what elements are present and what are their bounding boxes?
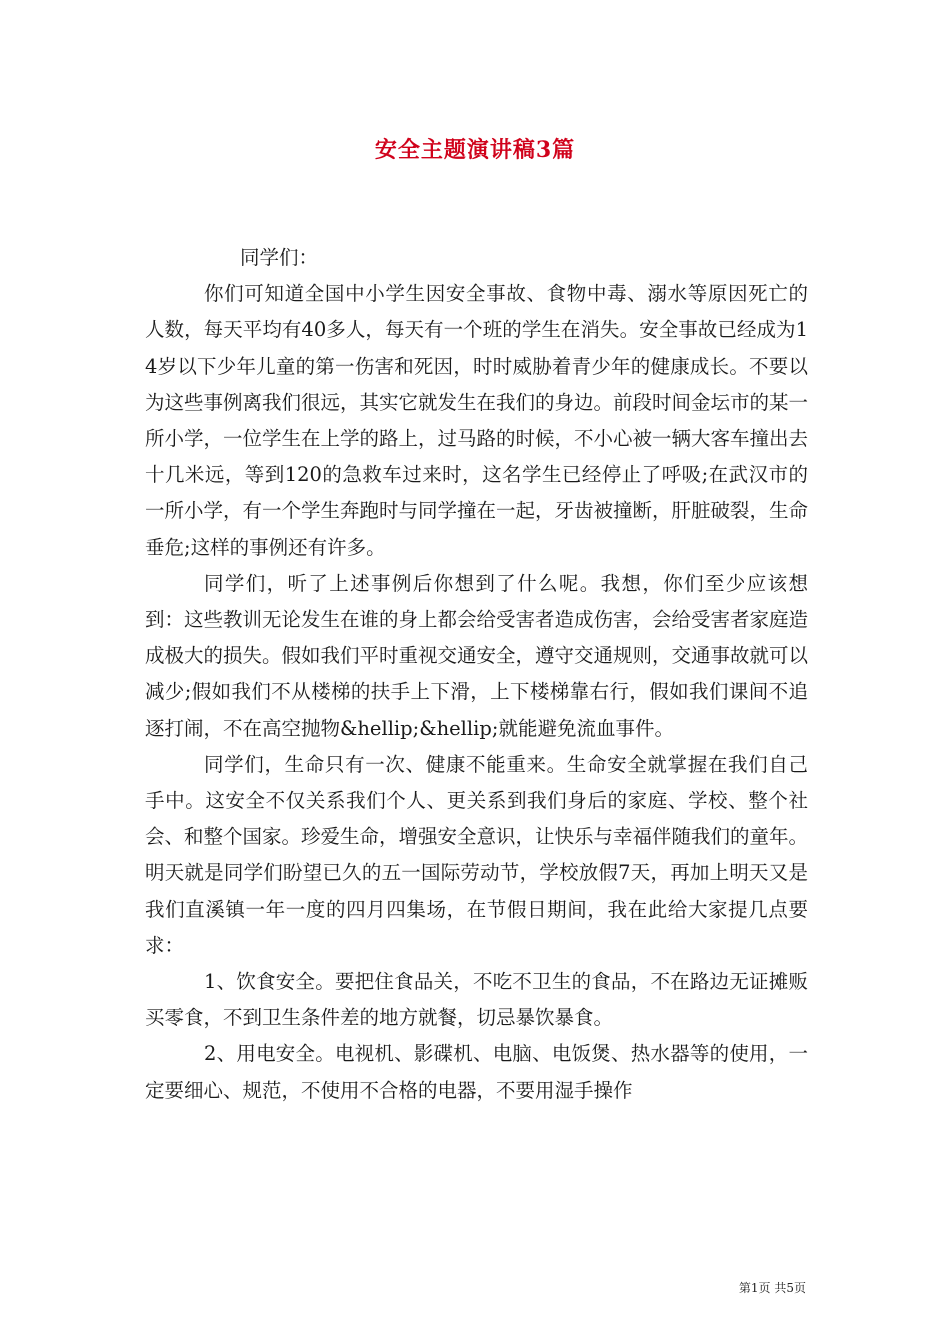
page-number: 第1页 共5页 (738, 1281, 806, 1295)
salutation: 同学们： (240, 246, 319, 269)
document-title: 安全主题演讲稿3篇 (374, 137, 576, 163)
paragraph-2: 同学们，听了上述事例后你想到了什么呢。我想，你们至少应该想到：这些教训无论发生在谁的身上都会给受害者造成伤害，会给受害者家庭造成极大的损失。假如我们平时重视交通安全，遵守交通规则，交通事故就可以减少;假如我们不从楼梯的扶手上下滑，上下楼梯靠右行，假如我们课间不追逐打闹，不在高空抛物&hellip;&hellip;就能避免流血事件。 (145, 571, 809, 740)
paragraph-4: 1、饮食安全。要把住食品关，不吃不卫生的食品，不在路边无证摊贩买零食，不到卫生条件差的地方就餐，切忌暴饮暴食。 (145, 970, 808, 1030)
paragraph-1: 你们可知道全国中小学生因安全事故、食物中毒、溺水等原因死亡的人数，每天平均有40多人，每天有一个班的学生在消失。安全事故已经成为14岁以下少年儿童的第一伤害和死因，时时威胁着青少年的健康成长。不要以为这些事例离我们很远，其实它就发生在我们的身边。前段时间金坛市的某一所小学，一位学生在上学的路上，过马路的时候，不小心被一辆大客车撞出去十几米远，等到120的急救车过来时，这名学生已经停止了呼吸;在武汉市的一所小学，有一个学生奔跑时与同学撞在一起，牙齿被撞断，肝脏破裂，生命垂危;这样的事例还有许多。 (145, 282, 809, 559)
document-body (145, 240, 808, 1109)
paragraph-3: 同学们，生命只有一次、健康不能重来。生命安全就掌握在我们自己手中。这安全不仅关系我们个人、更关系到我们身后的家庭、学校、整个社会、和整个国家。珍爱生命，增强安全意识，让快乐与幸福伴随我们的童年。明天就是同学们盼望已久的五一国际劳动节，学校放假7天，再加上明天又是我们直溪镇一年一度的四月四集场，在节假日期间，我在此给大家提几点要求： (145, 752, 809, 957)
paragraph-5: 2、用电安全。电视机、影碟机、电脑、电饭煲、热水器等的使用，一定要细心、规范，不使用不合格的电器，不要用湿手操作 (145, 1042, 808, 1102)
